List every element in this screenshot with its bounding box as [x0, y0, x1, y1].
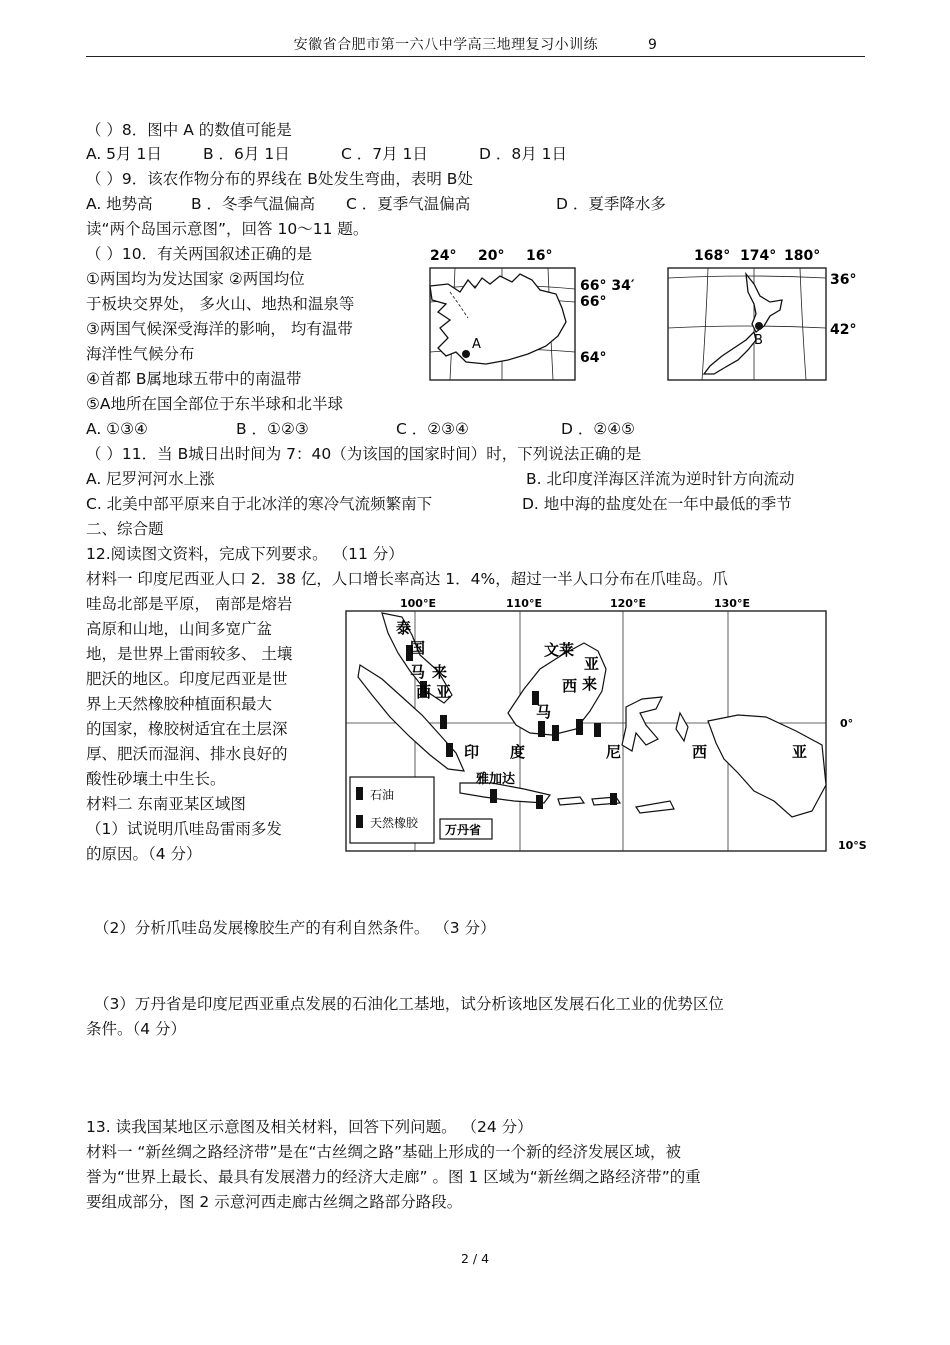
q9-option-d: D ．夏季降水多	[556, 195, 666, 213]
q13-line-2: 誉为“世界上最长、最具有发展潜力的经济大走廊” 。图 1 区域为“新丝绸之路经济带”的重	[86, 1168, 701, 1186]
header-title-row	[86, 34, 865, 54]
map-char-ya: 亚	[436, 683, 452, 701]
map-char-ni: 尼	[606, 743, 622, 761]
q10-stem: （ ）10．有关两国叙述正确的是	[86, 245, 313, 263]
iceland-lon-label-2: 20°	[478, 248, 505, 264]
map-char-lai: 来	[432, 663, 448, 681]
lon-label-110: 110°E	[506, 597, 542, 610]
q12-sub1-line-2: 的原因。（4 分）	[86, 845, 202, 863]
iceland-lon-label-1: 24°	[430, 248, 457, 264]
q12-material1-line-2: 高原和山地，山间多宽广盆	[86, 620, 273, 638]
header-title: 安徽省合肥市第一六八中学高三地理复习小训练	[293, 37, 599, 53]
q12-material1-line-5: 界上天然橡胶种植面积最大	[86, 695, 273, 713]
iceland-lat-label-3: 64°	[580, 350, 607, 366]
nz-lat-label-1: 36°	[830, 272, 857, 288]
map-char-xi: 西	[416, 683, 432, 701]
q9-option-b: B ．冬季气温偏高	[191, 195, 316, 213]
q13-line-3: 要组成部分，图 2 示意河西走廊古丝绸之路部分路段。	[86, 1193, 463, 1211]
q12-sub2: （2）分析爪哇岛发展橡胶生产的有利自然条件。 （3 分）	[94, 919, 496, 937]
q8-stem: （ ）8．图中 A 的数值可能是	[86, 121, 292, 139]
q10-line-4: 海洋性气候分布	[86, 345, 195, 363]
page-number: 2 / 4	[460, 1251, 490, 1266]
q10-line-3: ③两国气候深受海洋的影响， 均有温带	[86, 320, 353, 338]
q10-line-5: ④首都 B属地球五带中的南温带	[86, 370, 302, 388]
q12-material2-title: 材料二 东南亚某区域图	[86, 795, 246, 813]
new-zealand-map	[662, 244, 862, 384]
nz-lon-label-3: 180°	[784, 248, 821, 264]
q10-option-a: A. ①③④	[86, 420, 148, 438]
q12-material1-line-7: 厚、肥沃而湿润、排水良好的	[86, 745, 288, 763]
q10-options	[86, 418, 635, 440]
q11-option-d: D. 地中海的盐度处在一年中最低的季节	[522, 495, 792, 513]
q12-material1-line-4: 肥沃的地区。印度尼西亚是世	[86, 670, 288, 688]
iceland-lat-label-2: 66°	[580, 294, 607, 310]
q12-material1-line-6: 的国家，橡胶树适宜在土层深	[86, 720, 288, 738]
q10-line-6: ⑤A地所在国全部位于东半球和北半球	[86, 395, 343, 413]
iceland-map	[420, 244, 640, 384]
nz-point-label: B	[754, 333, 763, 348]
map-char-du: 度	[510, 743, 526, 761]
q12-material1-line-1: 哇岛北部是平原， 南部是熔岩	[86, 595, 293, 613]
jakarta-label: 雅加达	[476, 772, 516, 787]
q12-material1-first: 材料一 印度尼西亚人口 2．38 亿，人口增长率高达 1．4%，超过一半人口分布在爪哇岛。爪	[86, 570, 728, 588]
q11-stem: （ ）11．当 B城日出时间为 7：40（为该国的国家时间）时，下列说法正确的是	[86, 445, 642, 463]
q12-stem: 12.阅读图文资料，完成下列要求。 （11 分）	[86, 545, 404, 563]
q13-line-1: 材料一 “新丝绸之路经济带”是在“古丝绸之路”基础上形成的一个新的经济发展区域，被	[86, 1143, 682, 1161]
map-char-xi-3: 西	[692, 743, 708, 761]
nz-lon-label-2: 174°	[740, 248, 777, 264]
q12-material1-line-3: 地，是世界上雷雨较多、 土壤	[86, 645, 293, 663]
q8-options	[86, 143, 686, 165]
map-brunei: 文莱	[544, 641, 575, 659]
q9-options	[86, 193, 666, 215]
q12-sub3-line-2: 条件。（4 分）	[86, 1020, 187, 1038]
q11-option-a: A. 尼罗河河水上涨	[86, 470, 215, 488]
header-number: 9	[647, 37, 658, 53]
q10-option-c: C ．②③④	[396, 420, 469, 438]
q11-option-b: B. 北印度洋海区洋流为逆时针方向流动	[526, 470, 795, 488]
page-header	[86, 30, 865, 57]
lat-label-10s: 10°S	[838, 839, 867, 852]
lon-label-130: 130°E	[714, 597, 750, 610]
legend-rubber-label: 天然橡胶	[370, 816, 419, 830]
q10-option-d: D ．②④⑤	[561, 420, 636, 438]
q10-line-2: 于板块交界处， 多火山、地热和温泉等	[86, 295, 355, 313]
q8-option-b: B ．6月 1日	[203, 145, 290, 163]
nz-lat-label-2: 42°	[830, 322, 857, 338]
q12-sub1-line-1: （1）试说明爪哇岛雷雨多发	[86, 820, 282, 838]
map-char-ya-3: 亚	[792, 743, 808, 761]
southeast-asia-map	[340, 595, 875, 857]
map-char-xi-2: 西	[562, 677, 578, 695]
banten-label: 万丹省	[445, 823, 482, 837]
q10-line-1: ①两国均为发达国家 ②两国均位	[86, 270, 305, 288]
iceland-lon-label-3: 16°	[526, 248, 553, 264]
q12-sub3-line-1: （3）万丹省是印度尼西亚重点发展的石油化工基地，试分析该地区发展石化工业的优势区位	[94, 995, 724, 1013]
lon-label-100: 100°E	[400, 597, 436, 610]
q12-material1-line-8: 酸性砂壤土中生长。	[86, 770, 226, 788]
q11-option-c: C. 北美中部平原来自于北冰洋的寒冷气流频繁南下	[86, 495, 433, 513]
q13-stem: 13. 读我国某地区示意图及相关材料，回答下列问题。 （24 分）	[86, 1118, 533, 1136]
map-char-ma-2: 马	[536, 703, 552, 721]
map-char-tai: 泰	[396, 619, 412, 637]
q9-option-c: C ．夏季气温偏高	[346, 195, 471, 213]
legend-oil-label: 石油	[370, 788, 395, 802]
iceland-point-label: A	[472, 337, 481, 352]
q8-option-c: C ．7月 1日	[341, 145, 428, 163]
q8-option-a: A. 5月 1日	[86, 145, 162, 163]
q10-option-b: B ．①②③	[236, 420, 309, 438]
map-char-ya-2: 亚	[584, 655, 600, 673]
section-2-title: 二、综合题	[86, 520, 164, 538]
lon-label-120: 120°E	[610, 597, 646, 610]
q9-option-a: A. 地势高	[86, 195, 153, 213]
nz-lon-label-1: 168°	[694, 248, 731, 264]
q8-option-d: D ．8月 1日	[479, 145, 568, 163]
map-char-yin: 印	[464, 743, 480, 761]
q9-stem: （ ）9．该农作物分布的界线在 B处发生弯曲，表明 B处	[86, 170, 473, 188]
map-char-ma: 马	[410, 663, 426, 681]
map-char-guo: 国	[410, 639, 426, 657]
map-char-lai-2: 来	[582, 675, 598, 693]
iceland-lat-label-1: 66° 34′	[580, 278, 635, 294]
lat-label-0: 0°	[840, 717, 854, 730]
intro-10-11: 读“两个岛国示意图”，回答 10～11 题。	[86, 220, 369, 238]
